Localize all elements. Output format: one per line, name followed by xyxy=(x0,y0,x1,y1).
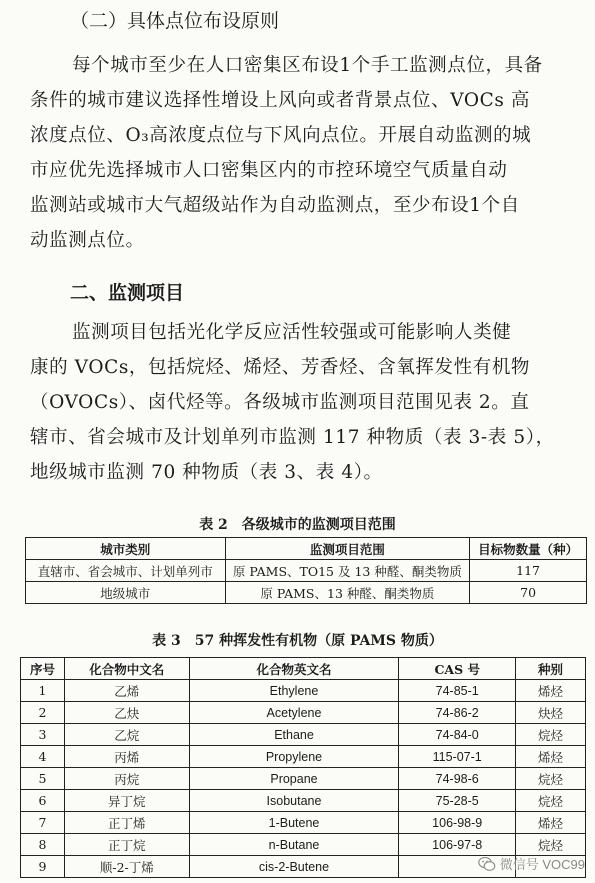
para-line-text: 监测项目包括光化学反应活性较强或可能影响人类健 xyxy=(72,322,512,343)
table-cell: Ethylene xyxy=(189,680,399,702)
column-header: 监测项目范围 xyxy=(225,538,470,560)
para-line xyxy=(30,118,578,153)
table-cell: 正丁烷 xyxy=(64,834,189,856)
table-cell: 正丁烯 xyxy=(64,812,189,834)
column-header: 序号 xyxy=(21,658,65,680)
table-row xyxy=(21,768,586,790)
para-line-text: 每个城市至少在人口密集区布设1个手工监测点位，具备 xyxy=(72,55,543,76)
table-cell: 6 xyxy=(21,790,65,812)
table-header-row xyxy=(21,658,586,680)
watermark xyxy=(478,854,585,873)
table-row xyxy=(26,560,587,582)
table-header-row xyxy=(26,538,587,560)
table-cell: 丙烯 xyxy=(64,746,189,768)
table2-caption: 表 2 各级城市的监测项目范围 xyxy=(199,517,396,533)
table-cell: 3 xyxy=(21,724,65,746)
table-cell: 74-86-2 xyxy=(399,702,516,724)
table-cell: Acetylene xyxy=(189,702,399,724)
table-cell: 烷烃 xyxy=(516,724,586,746)
column-header: 化合物英文名 xyxy=(189,658,399,680)
table-cell: 乙烷 xyxy=(64,724,189,746)
table-cell: 70 xyxy=(470,582,587,604)
table-cell: Ethane xyxy=(189,724,399,746)
table-cell: 原 PAMS、13 种醛、酮类物质 xyxy=(225,582,470,604)
table2 xyxy=(25,537,587,604)
table-cell: cis-2-Butene xyxy=(189,856,399,878)
table-cell: n-Butane xyxy=(189,834,399,856)
table-cell: 74-84-0 xyxy=(399,724,516,746)
table-cell: 炔烃 xyxy=(516,702,586,724)
table-cell: 烷烃 xyxy=(516,768,586,790)
table-cell: 异丁烷 xyxy=(64,790,189,812)
table-cell: 顺-2-丁烯 xyxy=(64,856,189,878)
para-line xyxy=(30,153,578,188)
table-cell: Propane xyxy=(189,768,399,790)
table-cell: 原 PAMS、TO15 及 13 种醛、酮类物质 xyxy=(225,560,470,582)
table-cell: 5 xyxy=(21,768,65,790)
table-cell: 丙烷 xyxy=(64,768,189,790)
table-row xyxy=(21,834,586,856)
paragraph-placement xyxy=(30,48,578,258)
table-cell: 106-98-9 xyxy=(399,812,516,834)
table-cell: 9 xyxy=(21,856,65,878)
para-line xyxy=(30,223,578,258)
para-line xyxy=(30,315,578,350)
para-line xyxy=(30,350,578,385)
table-cell: 烷烃 xyxy=(516,834,586,856)
heading-monitoring-items: 二、监测项目 xyxy=(70,282,185,304)
table3 xyxy=(20,657,586,878)
table-cell: Propylene xyxy=(189,746,399,768)
table-cell: Isobutane xyxy=(189,790,399,812)
para-line xyxy=(30,48,578,83)
table-row xyxy=(26,582,587,604)
table-cell: 乙炔 xyxy=(64,702,189,724)
column-header: 目标物数量（种） xyxy=(470,538,587,560)
para-line-text: （OVOCs）、卤代烃等。各级城市监测项目范围见表 2。直 xyxy=(30,392,530,413)
table-cell: 74-85-1 xyxy=(399,680,516,702)
table-row xyxy=(21,812,586,834)
para-line-text: 康的 VOCs，包括烷烃、烯烃、芳香烃、含氧挥发性有机物 xyxy=(30,357,531,378)
para-line-text: 市应优先选择城市人口密集区内的市控环境空气质量自动 xyxy=(30,160,508,181)
para-line xyxy=(30,83,578,118)
column-header: 化合物中文名 xyxy=(64,658,189,680)
column-header: 种别 xyxy=(516,658,586,680)
table-cell: 7 xyxy=(21,812,65,834)
watermark-text: 微信号 VOC99 xyxy=(499,857,585,872)
table-cell: 8 xyxy=(21,834,65,856)
table-row xyxy=(21,702,586,724)
paragraph-monitoring-items xyxy=(30,315,578,490)
table-cell: 1-Butene xyxy=(189,812,399,834)
table-cell: 乙烯 xyxy=(64,680,189,702)
para-line-text: 动监测点位。 xyxy=(30,230,145,251)
table-cell: 烯烃 xyxy=(516,680,586,702)
table-cell: 75-28-5 xyxy=(399,790,516,812)
column-header: 城市类别 xyxy=(26,538,226,560)
para-line xyxy=(30,455,578,490)
para-line-text: 浓度点位、O₃高浓度点位与下风向点位。开展自动监测的城 xyxy=(30,125,532,146)
table3-caption: 表 3 57 种挥发性有机物（原 PAMS 物质） xyxy=(152,633,443,649)
table-cell: 烯烃 xyxy=(516,812,586,834)
table-cell: 直辖市、省会城市、计划单列市 xyxy=(26,560,226,582)
table-cell: 烷烃 xyxy=(516,790,586,812)
wechat-icon xyxy=(478,856,496,872)
table-cell: 烯烃 xyxy=(516,746,586,768)
para-line-text: 监测站或城市大气超级站作为自动监测点，至少布设1个自 xyxy=(30,195,520,216)
para-line-text: 辖市、省会城市及计划单列市监测 117 种物质（表 3-表 5）， xyxy=(30,427,555,448)
table-cell: 117 xyxy=(470,560,587,582)
column-header: CAS 号 xyxy=(399,658,516,680)
table-cell: 2 xyxy=(21,702,65,724)
para-line xyxy=(30,420,578,455)
table-row xyxy=(21,724,586,746)
para-line xyxy=(30,188,578,223)
section-title: （二）具体点位布设原则 xyxy=(70,10,280,32)
table-row xyxy=(21,790,586,812)
table-row xyxy=(21,680,586,702)
table-cell: 1 xyxy=(21,680,65,702)
para-line xyxy=(30,385,578,420)
table-cell: 地级城市 xyxy=(26,582,226,604)
table-cell: 106-97-8 xyxy=(399,834,516,856)
table-cell: 4 xyxy=(21,746,65,768)
table-cell: 74-98-6 xyxy=(399,768,516,790)
table-cell: 115-07-1 xyxy=(399,746,516,768)
para-line-text: 地级城市监测 70 种物质（表 3、表 4）。 xyxy=(30,462,383,483)
table-row xyxy=(21,746,586,768)
para-line-text: 条件的城市建议选择性增设上风向或者背景点位、VOCs 高 xyxy=(30,90,531,111)
